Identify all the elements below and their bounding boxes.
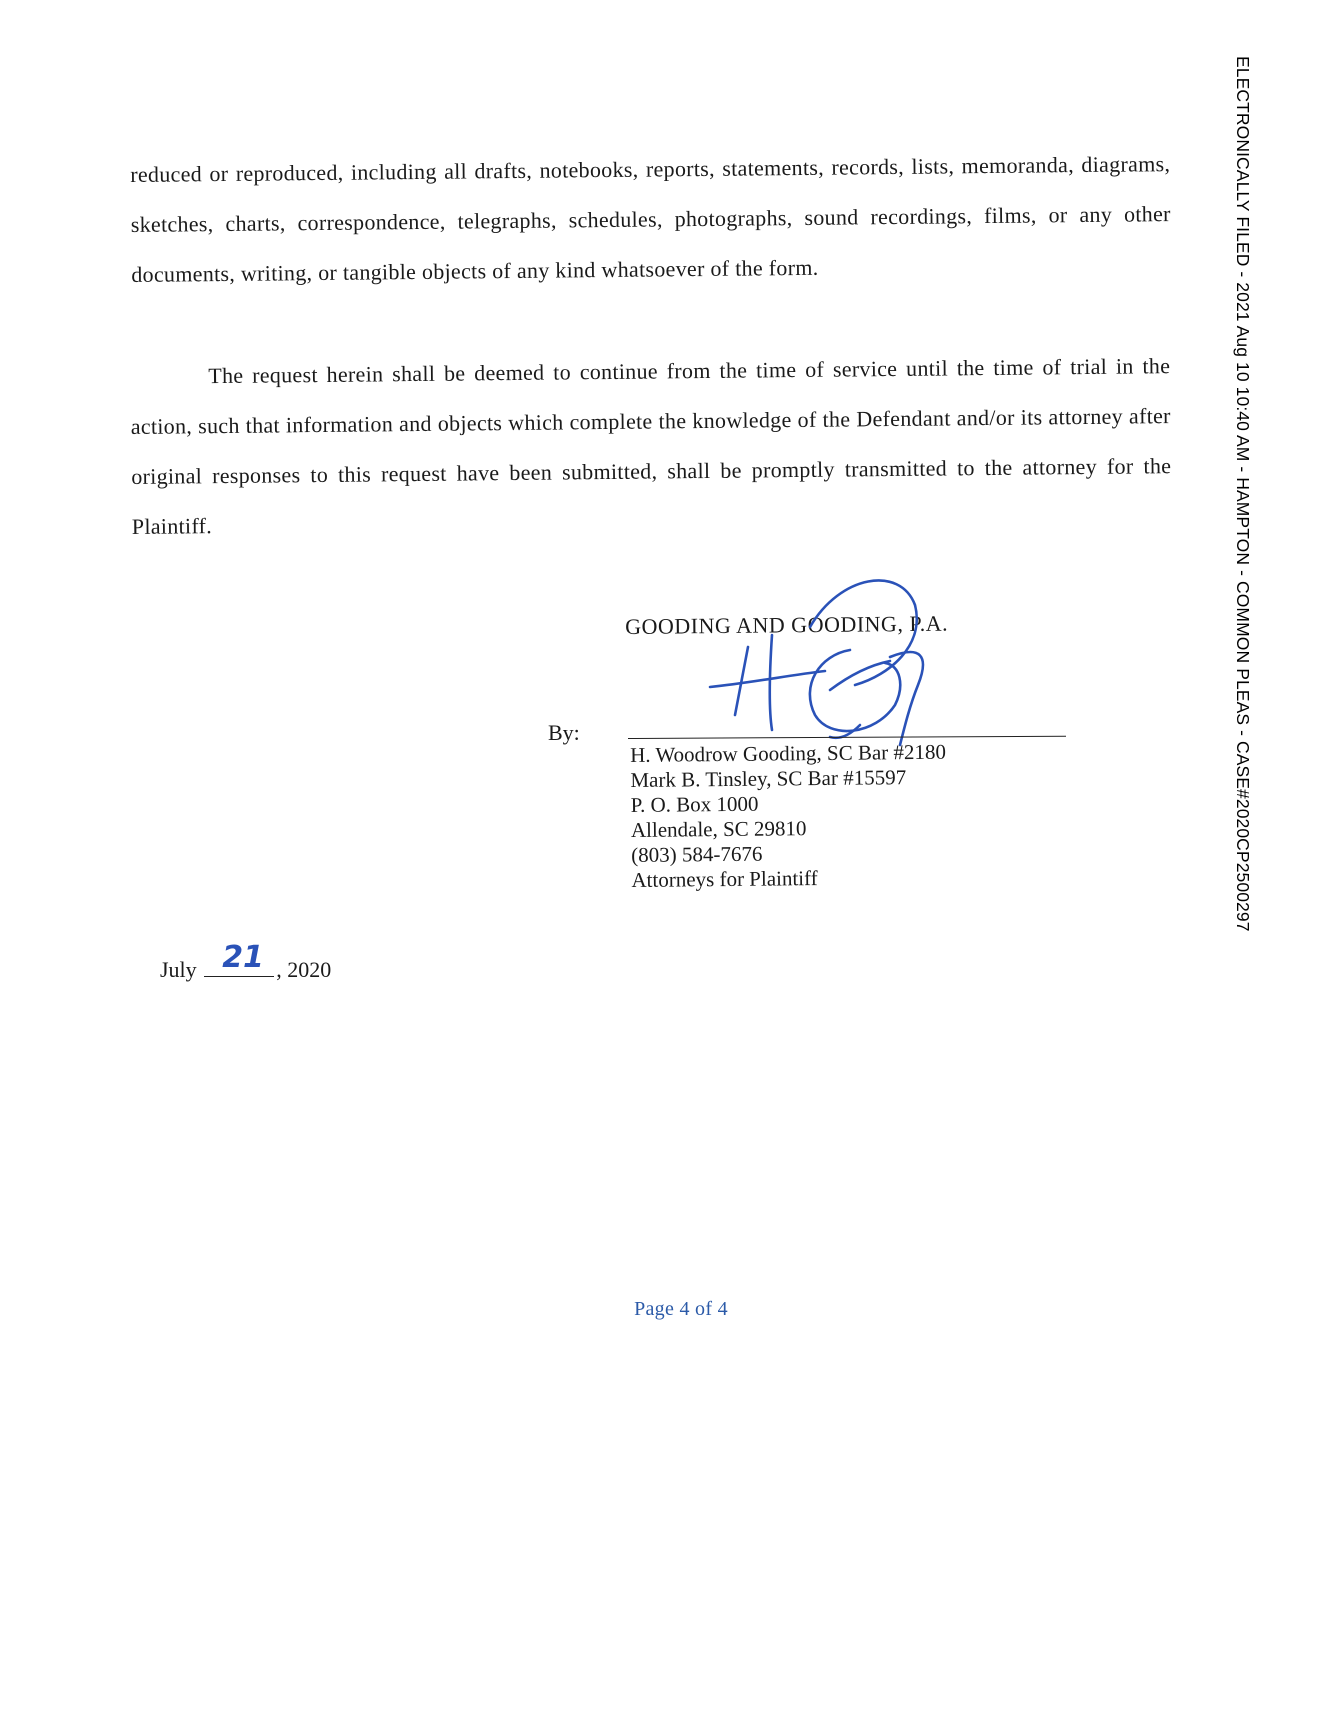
signer-block	[630, 740, 947, 893]
electronic-filing-stamp	[1232, 56, 1272, 1156]
paragraph-continuation	[130, 139, 1172, 300]
phone-line: (803) 584-7676	[631, 841, 763, 867]
paragraph-2-text: The request herein shall be deemed to continue from the time of service until the time of trial in the action, such that information and objects which complete the knowledge of the Defendant and/or its attorney after original responses to this request have been submitted, shall be promptly transmitted to the attorney for the Plaintiff.	[130, 353, 1172, 539]
handwritten-signature	[690, 565, 990, 765]
date-month: July	[160, 957, 197, 982]
page-number	[0, 1298, 1322, 1321]
date-day-blank	[204, 940, 274, 977]
by-label: By:	[548, 720, 580, 745]
paragraph-continuing-request	[130, 341, 1172, 552]
paragraph-1-text: reduced or reproduced, including all drafts, notebooks, reports, statements, records, lists, memoranda, diagrams, sketches, charts, correspondence, telegraphs, schedules, photographs, sound recordings, films, or any other documents, writing, or tangible objects of any kind whatsoever of the form.	[130, 151, 1171, 287]
signer-line: Mark B. Tinsley, SC Bar #15597	[630, 765, 907, 792]
address-line: P. O. Box 1000	[630, 791, 759, 817]
date-day-handwritten: 21	[222, 940, 264, 975]
date-year: , 2020	[276, 957, 332, 982]
date-line	[160, 940, 332, 983]
role-line: Attorneys for Plaintiff	[631, 866, 818, 892]
firm-name: GOODING AND GOODING, P.A.	[625, 610, 949, 639]
signer-line: H. Woodrow Gooding, SC Bar #2180	[630, 739, 947, 767]
address-line: Allendale, SC 29810	[630, 816, 807, 842]
page-number-text: Page 4 of 4	[634, 1298, 728, 1320]
filing-stamp-text: ELECTRONICALLY FILED - 2021 Aug 10 10:40 AM - HAMPTON - COMMON PLEAS - CASE#2020CP2500297	[1233, 56, 1253, 932]
